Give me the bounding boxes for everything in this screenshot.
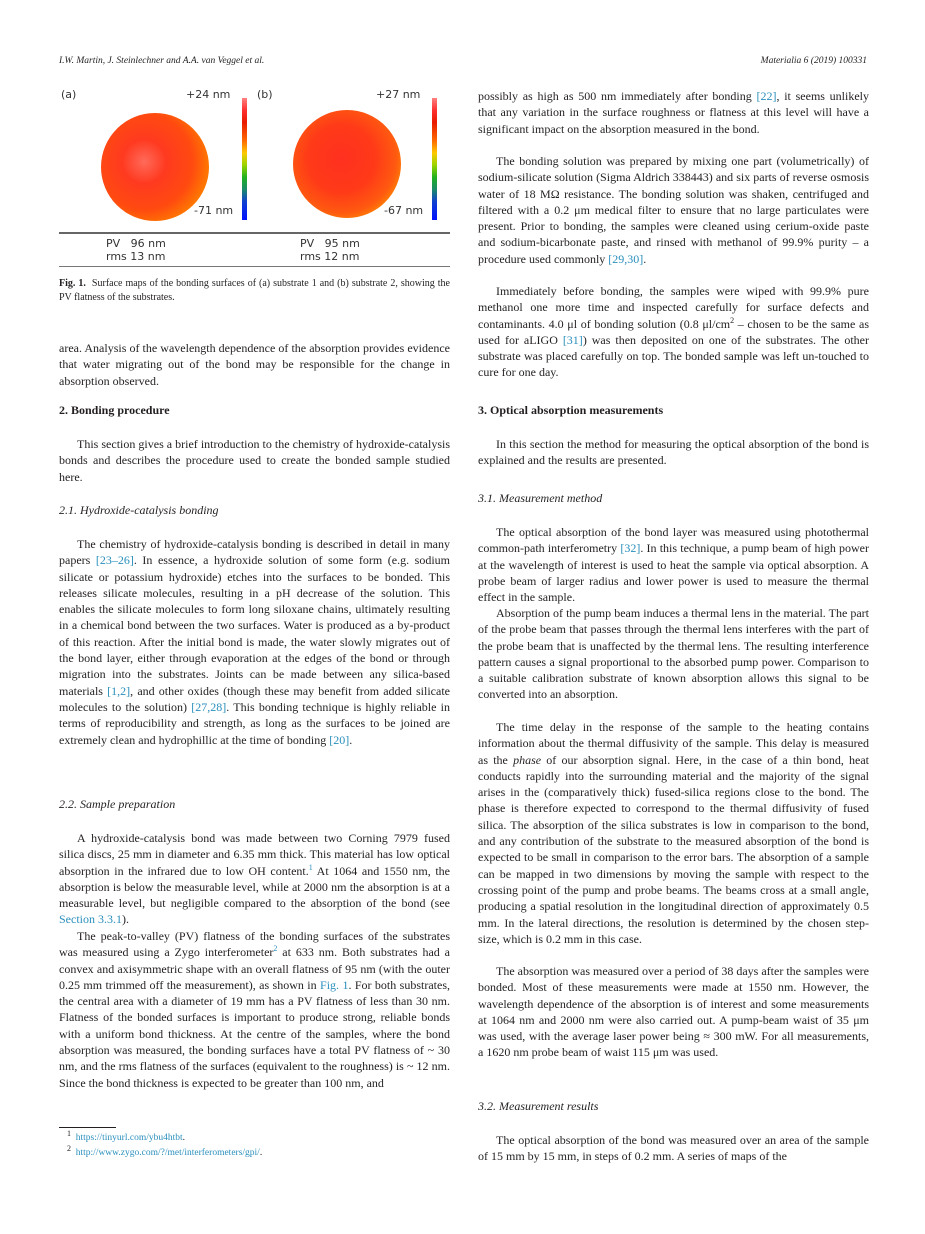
panel-a-scale-max: +24 nm [186,88,231,101]
text: . [182,1133,185,1143]
citation-link[interactable]: [31] [562,332,583,347]
bonding-deposit-paragraph [478,283,869,381]
text: The optical absorption of the bond layer was measured using photothermal common-path interferometry [478,525,869,556]
intro-tail-paragraph: area. Analysis of the wavelength dependence of the absorption provides evidence that water migrating out of the bond may be responsible for the change in absorption observed. [59,341,450,388]
text: . For both substrates, the central area with a diameter of 19 mm has a PV flatness of less than 30 nm. Flatness of the bonded surfaces is important to produce strong, reliable bonds with a uniform bond thickness. At the centre of the samples, where the bond absorption was measured, the bonding surfaces have a total PV flatness of ~ 30 nm, and the rms flatness of the surfaces (equivalent to the roughness) is ~ 12 nm. Since the bond thickness is expected to be greater than 100 nm, and [59,977,450,1090]
panel-a-rms: rms 13 nm [106,250,166,263]
footnote-number: 1 [67,1128,71,1138]
panel-b-surface-map [293,110,401,218]
section-2-heading: 2. Bonding procedure [59,403,170,417]
footnote-divider [59,1127,116,1128]
footnote-url-link[interactable]: https://tinyurl.com/ybu4htbt [75,1133,183,1143]
text: – chosen to be the same as used for aLIGO [478,316,869,347]
caption-text: Surface maps of the bonding surfaces of (a) substrate 1 and (b) substrate 2, showing the PV flatness of the substrates. [59,278,450,303]
emphasis: phase [513,752,542,767]
section-2-2-paragraph-1 [59,830,450,928]
running-header-authors: I.W. Martin, J. Steinlechner and A.A. van Veggel et al. [59,56,265,66]
text: . In this technique, a pump beam of high power at the wavelength of interest is used to heat the sample via optical absorption. A probe beam of larger radius and lower power is used to measure the thermal effect in the sample. [478,541,870,605]
citation-link[interactable]: [23–26] [95,553,134,568]
section-3-1-heading: 3.1. Measurement method [478,491,603,505]
text: possibly as high as 500 nm immediately after bonding [478,89,757,103]
section-3-heading: 3. Optical absorption measurements [478,403,664,417]
section-link[interactable]: Section 3.3.1 [59,912,122,927]
text: The bonding solution was prepared by mixing one part (volumetrically) of sodium-silicate solution (Sigma Aldrich 338443) and six parts of reverse osmosis water of 18 MΩ resistance. The bonding solution was shaken, centrifuged and filtered with a 0.2 μm medical filter to ensure that no large particulates were present. Prior to bonding, the samples were cleaned using cerium-oxide paste and sodium-bicarbonate paste, and rinsed with methanol of 99.9% purity – a procedure used commonly [478,154,869,266]
panel-a-surface-map [101,113,209,221]
citation-link[interactable]: [29,30] [608,251,644,266]
text: . [643,251,647,266]
panel-b-label: (b) [257,88,273,101]
method-paragraph-2: Absorption of the pump beam induces a thermal lens in the material. The part of the probe beam that passes through the thermal lens interferes with the part of the probe beam that is unaffected by the thermal lens. The resulting interference pattern causes a signal proportional to the absorbed pump power. Comparison to a suitable calibration substrate of known absorption allows this signal to be converted into an absorption. [478,606,869,702]
citation-link[interactable]: [22] [756,89,777,103]
citation-link[interactable]: [20] [329,732,350,747]
figure-rule-bottom [59,266,450,267]
panel-a-scale-min: -71 nm [194,204,234,217]
panel-b-pv: PV 95 nm [300,237,360,250]
section-2-1-paragraph [59,536,450,748]
text: . In essence, a hydroxide solution of some form (e.g. sodium silicate or potassium hydroxide) etches into the surfaces to be bonded. This releases silicate molecules, resulting in a pH decrease of the solution. This enables the silicate molecules to form long siloxane chains, ultimately resulting in a chemical bond between the two surfaces. Water is produced as a by-product of this reaction. After the initial bond is made, the water slowly migrates out of the bond layer, either through evaporation at the edges of the bond or through migration into the substrates. Joints can be made between any silica-based materials [59,553,450,698]
footnote-url-link[interactable]: http://www.zygo.com/?/met/interferometers/gpi/ [75,1148,260,1158]
citation-link[interactable]: [1,2] [107,683,131,698]
figure-link[interactable]: Fig. 1 [320,977,349,992]
section-2-intro: This section gives a brief introduction to the chemistry of hydroxide-catalysis bonds and describes the procedure used to create the bonded sample studied here. [59,437,450,484]
text: The peak-to-valley (PV) flatness of the bonding surfaces of the substrates was measured using a Zygo interferometer [59,929,450,960]
section-2-2-heading: 2.2. Sample preparation [59,797,176,811]
citation-link[interactable]: [32] [620,541,641,556]
results-paragraph-1: The optical absorption of the bond was measured over an area of the sample of 15 mm by 15 mm, in steps of 0.2 mm. A series of maps of the [478,1133,869,1164]
citation-link[interactable]: [27,28] [191,699,227,714]
figure-rule-top [59,232,450,234]
caption-label: Fig. 1. [59,278,86,289]
method-paragraph-3 [478,719,869,947]
panel-a-stats [106,237,166,263]
panel-b-rms: rms 12 nm [300,250,360,263]
text: , it seems unlikely that any variation in the surface roughness or flatness at this level will have a significant impact on the absorption measured in the bond. [478,89,869,136]
section-3-2-heading: 3.2. Measurement results [478,1099,599,1113]
panel-b-scale-max: +27 nm [376,88,421,101]
panel-a-colorbar [242,98,247,220]
method-paragraph-1 [478,524,869,605]
figure-1 [59,86,450,261]
figure-caption [59,277,450,305]
text: , and other oxides (though these may benefit from added silicate molecules to the solution) [59,683,450,714]
bonding-solution-paragraph [478,153,869,267]
text: At 1064 and 1550 nm, the absorption is below the measurable level, while at 2000 nm the absorption is at a measurable level, but negligible compared to the absorption of the bond (see [59,863,450,911]
panel-b-scale-min: -67 nm [384,204,424,217]
footnote-number: 2 [67,1143,71,1153]
panel-b-stats [300,237,360,263]
section-2-1-heading: 2.1. Hydroxide-catalysis bonding [59,503,219,517]
text: ) was then deposited on one of the substrates. The other substrate was placed carefully on top. The bonded sample was left un-touched to cure for one day. [478,332,869,380]
text: A hydroxide-catalysis bond was made between two Corning 7979 fused silica discs, 25 mm in diameter and 6.35 mm thick. This material has low optical absorption in the infrared due to low OH content. [59,831,450,878]
section-2-2-paragraph-2 [59,928,450,1091]
running-header-journal: Materialia 6 (2019) 100331 [760,56,867,66]
panel-a-label: (a) [61,88,77,101]
text: . [259,1148,263,1158]
footnote-marker[interactable]: 1 [308,862,313,872]
text: of our absorption signal. Here, in the case of a thin bond, heat conducts rapidly into the surrounding material and the majority of the signal arises in the (comparatively thick) fused-silica regions close to the bond. The phase is therefore expected to correspond to the thermal diffusivity of fused silica. The absorption of the silica substrates is low in comparison to the bond, and any contribution of the substrate to the measured absorption of the bond is expected to be small in comparison to the error bars. The absorption of a sample can be mapped in two dimensions by moving the sample with respect to the crossing point of the pump and probe beams. The beams cross at a small angle, producing a spatial resolution in the longitudinal direction of approximately 0.5 mm. In the lateral directions, the resolution is determined by the chosen step-size, which is 0.2 mm in this case. [478,752,870,946]
text: at 633 nm. Both substrates had a convex and axisymmetric shape with an overall flatness of 95 nm (with the outer 0.25 mm trimmed off the measurement), as shown in [59,945,450,992]
footnote-marker[interactable]: 2 [273,944,278,954]
footnote-2 [67,1143,263,1158]
superscript: 2 [730,315,735,325]
panel-b-colorbar [432,98,437,220]
text: Immediately before bonding, the samples were wiped with 99.9% pure methanol one more time and inspected carefully for surface defects and contaminants. 4.0 μl of bonding solution (0.8 μl/cm [478,284,869,331]
section-3-intro: In this section the method for measuring the optical absorption of the bond is explained and the results are presented. [478,437,869,468]
text: . This bonding technique is highly reliable in terms of reproducibility and strength, as long as the surfaces to be joined are extremely clean and hydrophillic at the time of bonding [59,699,450,747]
text: The chemistry of hydroxide-catalysis bonding is described in detail in many papers [59,537,450,568]
method-paragraph-4: The absorption was measured over a period of 38 days after the samples were bonded. Most of these measurements were made at 1550 nm. However, the wavelength dependence of the absorption is of interest and some measurements at 1064 nm and 2000 nm were also carried out. A pump-beam waist of 35 μm was used, with the average laser power being ≈ 300 mW. For all measurements, a 1620 nm probe beam of waist 115 μm was used. [478,964,869,1060]
text: ). [122,912,129,927]
bond-thickness-continuation [478,88,869,137]
text: The time delay in the response of the sample to the heating contains information about the thermal diffusivity of the sample. This delay is measured as the [478,720,869,767]
footnote-1 [67,1128,185,1143]
text: . [349,732,353,747]
panel-a-pv: PV 96 nm [106,237,166,250]
